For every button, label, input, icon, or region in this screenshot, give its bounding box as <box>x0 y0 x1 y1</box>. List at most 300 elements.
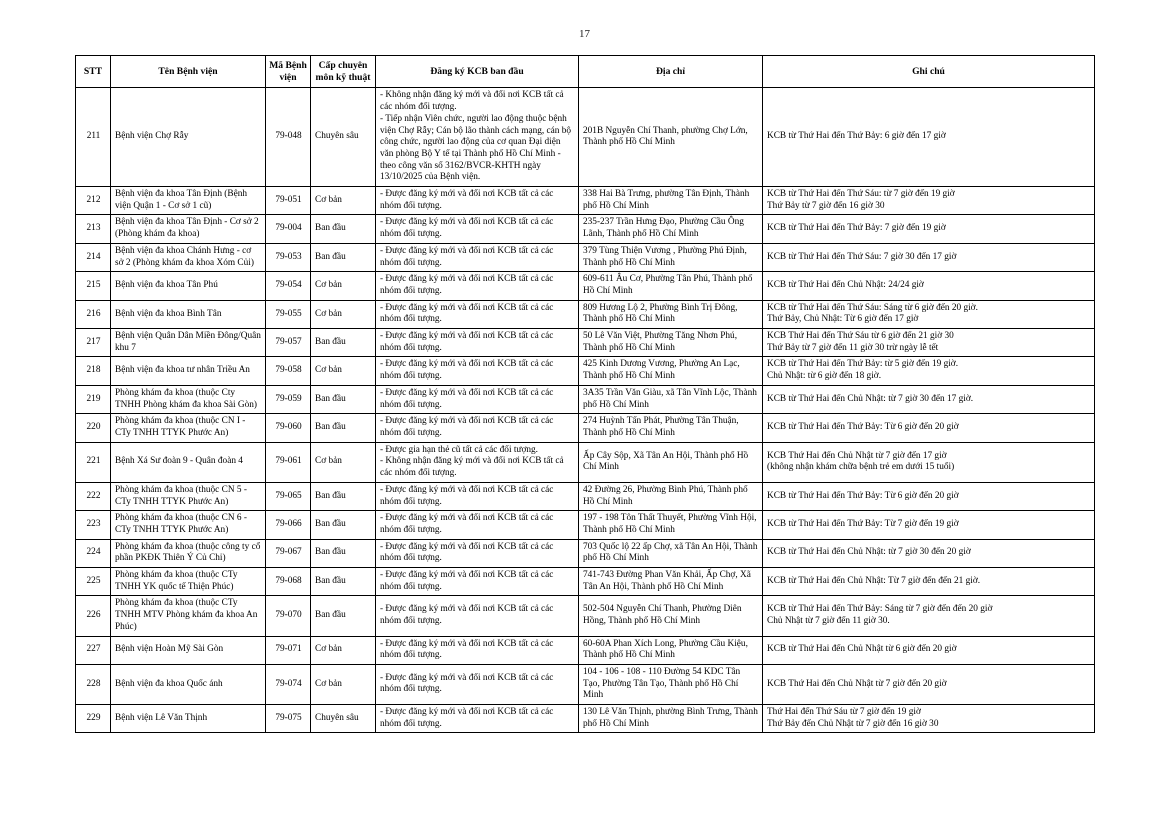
text-line: KCB từ Thứ Hai đến Thứ Bảy: Từ 7 giờ đến 19 giờ <box>767 519 959 530</box>
cell-hospital-name <box>111 329 266 357</box>
text-line: 217 <box>86 336 101 347</box>
text-line: 79-048 <box>275 131 302 142</box>
table-row <box>76 664 1095 704</box>
cell-address <box>579 414 763 442</box>
text-line: KCB từ Thứ Hai đến Thứ Sáu: từ 7 giờ đến 19 giờ <box>767 189 955 200</box>
cell-technical-level <box>311 357 376 385</box>
text-line: 216 <box>86 308 101 319</box>
cell-registration <box>376 511 579 539</box>
text-line: Phòng khám đa khoa (thuộc Cty TNHH Phòng khám đa khoa Sài Gòn) <box>115 387 258 410</box>
cell-note <box>763 414 1095 442</box>
text-line: 79-057 <box>275 336 302 347</box>
text-line: Thứ Bảy, Chủ Nhật: Từ 6 giờ đến 17 giờ <box>767 314 919 325</box>
table-row <box>76 596 1095 636</box>
text-line: KCB từ Thứ Hai đến Thứ Bảy: Sáng từ 7 giờ đến đến 20 giờ <box>767 604 993 615</box>
cell-registration <box>376 539 579 567</box>
text-line: Bệnh viện đa khoa Tân Định (Bệnh viện Quận 1 - Cơ sở 1 cũ) <box>115 189 248 211</box>
cell-technical-level <box>311 596 376 636</box>
cell-hospital-code <box>266 414 311 442</box>
text-line: - Được đăng ký mới và đổi nơi KCB tất cả các nhóm đối tượng. <box>380 604 554 626</box>
text-line: 42 Đường 26, Phường Bình Phú, Thành phố Hồ Chí Minh <box>583 484 748 507</box>
text-line: 79-071 <box>275 644 302 655</box>
text-line: 79-059 <box>275 393 302 404</box>
text-line: Bệnh Xá Sư đoàn 9 - Quân đoàn 4 <box>115 456 243 467</box>
text-line: Phòng khám đa khoa (thuộc CN 5 - CTy TNHH TTYK Phước An) <box>115 484 247 507</box>
cell-note <box>763 329 1095 357</box>
table-row <box>76 442 1095 482</box>
text-line: Bệnh viện đa khoa Quốc ánh <box>115 678 223 689</box>
text-line: Ban đầu <box>315 610 346 621</box>
cell-note <box>763 636 1095 664</box>
cell-hospital-code <box>266 329 311 357</box>
cell-stt <box>76 385 111 413</box>
text-line: - Được đăng ký mới và đổi nơi KCB tất cả các nhóm đối tượng. <box>380 513 554 535</box>
text-line: KCB từ Thứ Hai đến Thứ Bảy: Từ 6 giờ đến 20 giờ <box>767 490 959 501</box>
column-header-hospital-name: Tên Bệnh viện <box>111 56 266 88</box>
text-line: 703 Quốc lộ 22 ấp Chợ, xã Tân An Hội, Thành phố Hồ Chí Minh <box>583 541 758 564</box>
text-line: Ban đầu <box>315 422 346 433</box>
cell-note <box>763 568 1095 596</box>
cell-hospital-code <box>266 243 311 271</box>
text-line: 235-237 Trần Hưng Đạo, Phường Cầu Ông Lãnh, Thành phố Hồ Chí Minh <box>583 217 744 240</box>
cell-address <box>579 187 763 215</box>
text-line: - Được đăng ký mới và đổi nơi KCB tất cả các nhóm đối tượng. <box>380 416 554 438</box>
text-line: - Được đăng ký mới và đổi nơi KCB tất cả các nhóm đối tượng. <box>380 541 554 564</box>
cell-hospital-code <box>266 215 311 243</box>
text-line: - Được đăng ký mới và đổi nơi KCB tất cả các nhóm đối tượng. <box>380 359 554 382</box>
cell-stt <box>76 636 111 664</box>
table-row <box>76 88 1095 187</box>
text-line: Bệnh viện Chợ Rẫy <box>115 131 189 142</box>
text-line: KCB từ Thứ Hai đến Thứ Sáu: 7 giờ 30 đến 17 giờ <box>767 251 957 262</box>
cell-note <box>763 511 1095 539</box>
text-line: 79-074 <box>275 678 302 689</box>
table-row <box>76 511 1095 539</box>
cell-note <box>763 243 1095 271</box>
text-line: 197 - 198 Tôn Thất Thuyết, Phường Vĩnh Hội, Thành phố Hồ Chí Minh <box>583 513 757 535</box>
cell-note <box>763 187 1095 215</box>
column-header-note: Ghi chú <box>763 56 1095 88</box>
cell-technical-level <box>311 300 376 328</box>
cell-registration <box>376 272 579 300</box>
cell-hospital-code <box>266 568 311 596</box>
text-line: 425 Kinh Dương Vương, Phường An Lạc, Thành phố Hồ Chí Minh <box>583 359 740 382</box>
text-line: Ban đầu <box>315 490 346 501</box>
text-line: Bệnh viện đa khoa Tân Phú <box>115 280 218 291</box>
text-line: 79-054 <box>275 280 302 291</box>
table-row <box>76 385 1095 413</box>
cell-note <box>763 442 1095 482</box>
text-line: 79-067 <box>275 547 302 558</box>
cell-note <box>763 482 1095 510</box>
table-row <box>76 187 1095 215</box>
cell-registration <box>376 568 579 596</box>
table-row <box>76 414 1095 442</box>
text-line: - Được đăng ký mới và đổi nơi KCB tất cả các nhóm đối tượng. <box>380 484 554 507</box>
text-line: - Được đăng ký mới và đổi nơi KCB tất cả các nhóm đối tượng. <box>380 570 554 592</box>
text-line: 3A35 Trần Văn Giàu, xã Tân Vĩnh Lộc, Thành phố Hồ Chí Minh <box>583 387 757 410</box>
text-line: 215 <box>86 280 101 291</box>
cell-registration <box>376 88 579 187</box>
cell-hospital-name <box>111 243 266 271</box>
column-header-stt: STT <box>76 56 111 88</box>
table-row <box>76 357 1095 385</box>
text-line: 228 <box>86 678 101 689</box>
text-line: - Được đăng ký mới và đổi nơi KCB tất cả các nhóm đối tượng. <box>380 672 554 695</box>
cell-registration <box>376 357 579 385</box>
text-line: Thứ Bảy đến Chủ Nhật từ 7 giờ đến 16 giờ 30 <box>767 718 939 729</box>
text-line: KCB Thứ Hai đến Chủ Nhật từ 7 giờ đến 20 giờ <box>767 678 947 689</box>
text-line: - Không nhận đăng ký mới và đổi nơi KCB tất cả các nhóm đối tượng. <box>380 90 564 113</box>
cell-stt <box>76 511 111 539</box>
text-line: 79-053 <box>275 251 302 262</box>
text-line: Ban đầu <box>315 393 346 404</box>
table-header-row <box>76 56 1095 88</box>
cell-registration <box>376 414 579 442</box>
text-line: 222 <box>86 490 101 501</box>
text-line: KCB Thứ Hai đến Thứ Sáu từ 6 giờ đến 21 giờ 30 <box>767 331 954 342</box>
text-line: Cơ bản <box>315 194 342 205</box>
text-line: 201B Nguyễn Chí Thanh, phường Chợ Lớn, Thành phố Hồ Chí Minh <box>583 125 748 148</box>
text-line: Ban đầu <box>315 223 346 234</box>
cell-address <box>579 568 763 596</box>
cell-address <box>579 664 763 704</box>
text-line: Bệnh viện Quân Dân Miền Đông/Quân khu 7 <box>115 331 261 353</box>
cell-hospital-code <box>266 88 311 187</box>
text-line: Cơ bản <box>315 644 342 655</box>
text-line: Thứ Hai đến Thứ Sáu từ 7 giờ đến 19 giờ <box>767 707 921 718</box>
text-line: Phòng khám đa khoa (thuộc công ty cổ phần PKĐK Thiên Ý Củ Chi) <box>115 541 261 564</box>
text-line: KCB từ Thứ Hai đến Chủ Nhật từ 6 giờ đến 20 giờ <box>767 644 957 655</box>
text-line: - Được đăng ký mới và đổi nơi KCB tất cả các nhóm đối tượng. <box>380 217 554 240</box>
cell-note <box>763 300 1095 328</box>
cell-hospital-code <box>266 357 311 385</box>
text-line: 79-070 <box>275 610 302 621</box>
cell-note <box>763 539 1095 567</box>
cell-hospital-name <box>111 511 266 539</box>
cell-address <box>579 88 763 187</box>
cell-technical-level <box>311 414 376 442</box>
cell-stt <box>76 88 111 187</box>
table-row <box>76 243 1095 271</box>
text-line: - Tiếp nhận Viên chức, người lao động thuộc bệnh viện Chợ Rẫy; Cán bộ lão thành cách mạng, cán bộ công chức, người lao động của cơ quan Đại diện văn phòng Bộ Y tế tại Thành phố Hồ Chí Minh - theo công văn số 3162/BVCR-KHTH ngày 13/10/2025 của Bệnh viện. <box>380 113 572 183</box>
cell-address <box>579 596 763 636</box>
cell-technical-level <box>311 568 376 596</box>
cell-technical-level <box>311 482 376 510</box>
cell-hospital-name <box>111 636 266 664</box>
column-header-technical-level: Cấp chuyên môn kỹ thuật <box>311 56 376 88</box>
column-header-registration: Đăng ký KCB ban đầu <box>376 56 579 88</box>
text-line: 229 <box>86 712 101 723</box>
cell-registration <box>376 215 579 243</box>
text-line: Phòng khám đa khoa (thuộc CTy TNHH YK quốc tế Thiện Phúc) <box>115 570 238 592</box>
cell-registration <box>376 442 579 482</box>
cell-registration <box>376 300 579 328</box>
cell-hospital-code <box>266 482 311 510</box>
text-line: (không nhận khám chữa bệnh trẻ em dưới 15 tuổi) <box>767 462 955 473</box>
text-line: KCB từ Thứ Hai đến Thứ Bảy: Từ 6 giờ đến 20 giờ <box>767 422 959 433</box>
text-line: - Được đăng ký mới và đổi nơi KCB tất cả các nhóm đối tượng. <box>380 638 554 661</box>
cell-hospital-code <box>266 385 311 413</box>
cell-address <box>579 243 763 271</box>
text-line: 79-075 <box>275 712 302 723</box>
cell-technical-level <box>311 664 376 704</box>
cell-technical-level <box>311 215 376 243</box>
column-header-hospital-code: Mã Bệnh viện <box>266 56 311 88</box>
table-row <box>76 215 1095 243</box>
text-line: 211 <box>86 131 101 142</box>
text-line: Bệnh viện Hoàn Mỹ Sài Gòn <box>115 644 224 655</box>
cell-hospital-code <box>266 636 311 664</box>
text-line: 79-065 <box>275 490 302 501</box>
cell-hospital-code <box>266 596 311 636</box>
text-line: 223 <box>86 519 101 530</box>
cell-hospital-code <box>266 664 311 704</box>
cell-address <box>579 482 763 510</box>
text-line: Thứ Bảy từ 7 giờ đến 11 giờ 30 trừ ngày lễ tết <box>767 342 939 353</box>
cell-note <box>763 705 1095 733</box>
cell-hospital-name <box>111 414 266 442</box>
text-line: 50 Lê Văn Việt, Phường Tăng Nhơn Phú, Thành phố Hồ Chí Minh <box>583 331 738 353</box>
cell-registration <box>376 664 579 704</box>
cell-technical-level <box>311 329 376 357</box>
cell-hospital-code <box>266 272 311 300</box>
text-line: Chủ Nhật: từ 6 giờ đến 18 giờ. <box>767 371 882 382</box>
text-line: Chủ Nhật từ 7 giờ đến 11 giờ 30. <box>767 615 890 626</box>
table-row <box>76 568 1095 596</box>
cell-note <box>763 664 1095 704</box>
cell-hospital-name <box>111 272 266 300</box>
column-header-address: Địa chỉ <box>579 56 763 88</box>
text-line: Bệnh viện Lê Văn Thịnh <box>115 712 208 723</box>
text-line: 79-058 <box>275 365 302 376</box>
text-line: - Được đăng ký mới và đổi nơi KCB tất cả các nhóm đối tượng. <box>380 274 554 296</box>
text-line: Cơ bản <box>315 678 342 689</box>
table-row <box>76 705 1095 733</box>
text-line: 60-60A Phan Xích Long, Phường Cầu Kiệu, Thành phố Hồ Chí Minh <box>583 638 748 661</box>
cell-address <box>579 215 763 243</box>
cell-technical-level <box>311 636 376 664</box>
cell-hospital-name <box>111 442 266 482</box>
text-line: 79-061 <box>275 456 302 467</box>
hospital-registration-table-wrapper <box>75 55 1094 733</box>
text-line: 227 <box>86 644 101 655</box>
text-line: Cơ bản <box>315 365 342 376</box>
text-line: - Được đăng ký mới và đổi nơi KCB tất cả các nhóm đối tượng. <box>380 707 554 729</box>
text-line: Ấp Cây Sộp, Xã Tân An Hội, Thành phố Hồ Chí Minh <box>583 450 749 473</box>
text-line: 379 Tùng Thiện Vương , Phường Phú Định, Thành phố Hồ Chí Minh <box>583 245 747 268</box>
text-line: KCB từ Thứ Hai đến Chủ Nhật: từ 7 giờ 30 đến 20 giờ <box>767 547 971 558</box>
cell-hospital-name <box>111 596 266 636</box>
cell-stt <box>76 187 111 215</box>
cell-hospital-name <box>111 568 266 596</box>
text-line: 502-504 Nguyễn Chí Thanh, Phường Diên Hồng, Thành phố Hồ Chí Minh <box>583 604 742 626</box>
cell-technical-level <box>311 272 376 300</box>
cell-hospital-code <box>266 705 311 733</box>
text-line: Bệnh viện đa khoa Bình Tân <box>115 308 222 319</box>
cell-hospital-name <box>111 357 266 385</box>
cell-hospital-name <box>111 187 266 215</box>
text-line: 225 <box>86 575 101 586</box>
cell-hospital-code <box>266 442 311 482</box>
cell-stt <box>76 596 111 636</box>
cell-technical-level <box>311 187 376 215</box>
cell-address <box>579 300 763 328</box>
table-row <box>76 272 1095 300</box>
cell-address <box>579 357 763 385</box>
cell-stt <box>76 357 111 385</box>
cell-note <box>763 272 1095 300</box>
text-line: Phòng khám đa khoa (thuộc CN I - CTy TNHH TTYK Phước An) <box>115 416 246 438</box>
cell-technical-level <box>311 243 376 271</box>
text-line: Ban đầu <box>315 519 346 530</box>
cell-hospital-name <box>111 300 266 328</box>
text-line: 224 <box>86 547 101 558</box>
text-line: KCB từ Thứ Hai đến Chủ Nhật: Từ 7 giờ đến đến 21 giờ. <box>767 575 981 586</box>
cell-technical-level <box>311 705 376 733</box>
text-line: Ban đầu <box>315 251 346 262</box>
cell-registration <box>376 329 579 357</box>
table-row <box>76 539 1095 567</box>
cell-registration <box>376 596 579 636</box>
cell-address <box>579 329 763 357</box>
cell-note <box>763 88 1095 187</box>
cell-technical-level <box>311 88 376 187</box>
cell-registration <box>376 482 579 510</box>
cell-stt <box>76 215 111 243</box>
table-header <box>76 56 1095 88</box>
text-line: Bệnh viện đa khoa tư nhân Triều An <box>115 365 250 376</box>
text-line: KCB từ Thứ Hai đến Thứ Sáu: Sáng từ 6 giờ đến 20 giờ. <box>767 302 978 313</box>
text-line: Cơ bản <box>315 308 342 319</box>
text-line: 274 Huỳnh Tấn Phát, Phường Tân Thuận, Thành phố Hồ Chí Minh <box>583 416 739 438</box>
text-line: Thứ Bảy từ 7 giờ đến 16 giờ 30 <box>767 200 885 211</box>
cell-hospital-name <box>111 664 266 704</box>
text-line: Cơ bản <box>315 456 342 467</box>
cell-address <box>579 705 763 733</box>
text-line: KCB từ Thứ Hai đến Thứ Bảy: từ 5 giờ đến 19 giờ. <box>767 359 959 370</box>
text-line: 809 Hương Lộ 2, Phường Bình Trị Đông, Thành phố Hồ Chí Minh <box>583 302 738 325</box>
text-line: - Được đăng ký mới và đổi nơi KCB tất cả các nhóm đối tượng. <box>380 331 554 353</box>
cell-note <box>763 385 1095 413</box>
cell-stt <box>76 568 111 596</box>
text-line: - Được gia hạn thẻ cũ tất cả các đối tượng. <box>380 444 539 455</box>
cell-registration <box>376 705 579 733</box>
text-line: Ban đầu <box>315 575 346 586</box>
text-line: 79-060 <box>275 422 302 433</box>
cell-technical-level <box>311 385 376 413</box>
table-row <box>76 300 1095 328</box>
text-line: 130 Lê Văn Thịnh, phường Bình Trưng, Thành phố Hồ Chí Minh <box>583 707 758 729</box>
cell-address <box>579 511 763 539</box>
text-line: Ban đầu <box>315 336 346 347</box>
text-line: KCB từ Thứ Hai đến Thứ Bảy: 6 giờ đến 17 giờ <box>767 131 946 142</box>
cell-stt <box>76 243 111 271</box>
text-line: Phòng khám đa khoa (thuộc CTy TNHH MTV Phòng khám đa khoa An Phúc) <box>115 598 258 632</box>
cell-address <box>579 539 763 567</box>
cell-hospital-name <box>111 385 266 413</box>
cell-note <box>763 215 1095 243</box>
cell-hospital-name <box>111 482 266 510</box>
table-row <box>76 482 1095 510</box>
text-line: 79-004 <box>275 223 302 234</box>
page-number: 17 <box>579 28 590 40</box>
cell-stt <box>76 272 111 300</box>
text-line: Chuyên sâu <box>315 131 359 142</box>
cell-registration <box>376 636 579 664</box>
cell-hospital-name <box>111 215 266 243</box>
cell-address <box>579 636 763 664</box>
text-line: Ban đầu <box>315 547 346 558</box>
text-line: 213 <box>86 223 101 234</box>
text-line: KCB từ Thứ Hai đến Chủ Nhật: từ 7 giờ 30 đến 17 giờ. <box>767 393 974 404</box>
table-row <box>76 636 1095 664</box>
text-line: - Được đăng ký mới và đổi nơi KCB tất cả các nhóm đối tượng. <box>380 189 554 211</box>
text-line: Phòng khám đa khoa (thuộc CN 6 - CTy TNHH TTYK Phước An) <box>115 513 247 535</box>
cell-stt <box>76 414 111 442</box>
text-line: 212 <box>86 194 101 205</box>
text-line: Bệnh viện đa khoa Tân Định - Cơ sở 2 (Phòng khám đa khoa) <box>115 217 259 240</box>
text-line: 79-066 <box>275 519 302 530</box>
text-line: 609-611 Âu Cơ, Phường Tân Phú, Thành phố Hồ Chí Minh <box>583 274 753 296</box>
text-line: 104 - 106 - 108 - 110 Đường 54 KDC Tân Tạo, Phường Tân Tạo, Thành phố Hồ Chí Minh <box>583 666 741 701</box>
text-line: 338 Hai Bà Trưng, phường Tân Định, Thành phố Hồ Chí Minh <box>583 189 750 211</box>
text-line: Cơ bản <box>315 280 342 291</box>
cell-stt <box>76 329 111 357</box>
cell-hospital-code <box>266 187 311 215</box>
cell-stt <box>76 664 111 704</box>
cell-stt <box>76 705 111 733</box>
cell-note <box>763 357 1095 385</box>
text-line: 218 <box>86 365 101 376</box>
text-line: Bệnh viện đa khoa Chánh Hưng - cơ sở 2 (Phòng khám đa khoa Xóm Củi) <box>115 245 254 268</box>
cell-stt <box>76 482 111 510</box>
cell-stt <box>76 442 111 482</box>
text-line: 221 <box>86 456 101 467</box>
text-line: - Không nhận đăng ký mới và đổi nơi KCB tất cả các nhóm đối tượng. <box>380 456 564 479</box>
text-line: - Được đăng ký mới và đổi nơi KCB tất cả các nhóm đối tượng. <box>380 302 554 325</box>
cell-stt <box>76 539 111 567</box>
cell-address <box>579 272 763 300</box>
text-line: 79-051 <box>275 194 302 205</box>
cell-hospital-code <box>266 539 311 567</box>
text-line: 79-055 <box>275 308 302 319</box>
hospital-registration-table <box>75 55 1095 733</box>
cell-technical-level <box>311 511 376 539</box>
text-line: 79-068 <box>275 575 302 586</box>
table-body <box>76 88 1095 733</box>
text-line: 214 <box>86 251 101 262</box>
text-line: KCB từ Thứ Hai đến Thứ Bảy: 7 giờ đến 19 giờ <box>767 223 946 234</box>
cell-hospital-name <box>111 539 266 567</box>
cell-address <box>579 385 763 413</box>
cell-stt <box>76 300 111 328</box>
cell-technical-level <box>311 539 376 567</box>
text-line: 219 <box>86 393 101 404</box>
text-line: KCB Thứ Hai đến Chủ Nhật từ 7 giờ đến 17 giờ <box>767 450 947 461</box>
text-line: Chuyên sâu <box>315 712 359 723</box>
text-line: - Được đăng ký mới và đổi nơi KCB tất cả các nhóm đối tượng. <box>380 387 554 410</box>
text-line: - Được đăng ký mới và đổi nơi KCB tất cả các nhóm đối tượng. <box>380 245 554 268</box>
text-line: 741-743 Đường Phan Văn Khải, Ấp Chợ, Xã Tân An Hội, Thành phố Hồ Chí Minh <box>583 570 751 592</box>
cell-address <box>579 442 763 482</box>
cell-hospital-name <box>111 88 266 187</box>
text-line: 220 <box>86 422 101 433</box>
cell-hospital-code <box>266 511 311 539</box>
cell-note <box>763 596 1095 636</box>
table-row <box>76 329 1095 357</box>
cell-technical-level <box>311 442 376 482</box>
